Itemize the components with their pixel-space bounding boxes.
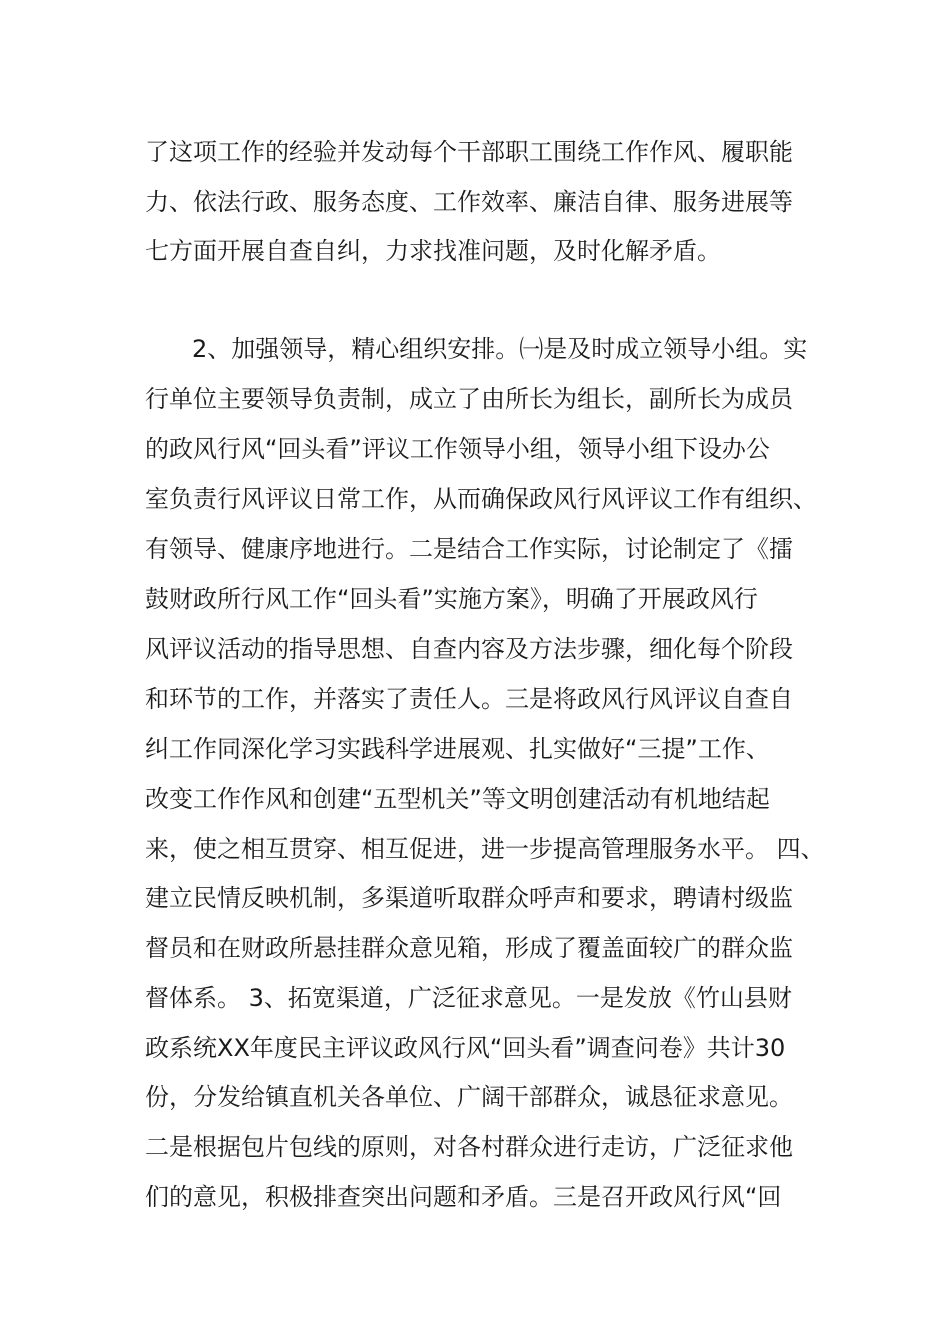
text-line: 们的意见，积极排查突出问题和矛盾。三是召开政风行风“回: [145, 1183, 782, 1211]
text-line: 政系统XX年度民主评议政风行风“回头看”调查问卷》共计30: [145, 1034, 786, 1062]
text-line: 风评议活动的指导思想、自查内容及方法步骤，细化每个阶段: [145, 635, 793, 663]
text-line: 鼓财政所行风工作“回头看”实施方案》，明确了开展政风行: [145, 585, 758, 613]
text-line: 有领导、健康序地进行。二是结合工作实际，讨论制定了《擂: [145, 535, 793, 563]
text-line: 督体系。 3、拓宽渠道，广泛征求意见。一是发放《竹山县财: [145, 984, 792, 1012]
text-line: 了这项工作的经验并发动每个干部职工围绕工作作风、履职能: [145, 138, 793, 166]
text-line: 的政风行风“回头看”评议工作领导小组，领导小组下设办公: [145, 435, 770, 463]
text-line: 2、加强领导，精心组织安排。㈠是及时成立领导小组。实: [192, 335, 808, 363]
text-line: 和环节的工作，并落实了责任人。三是将政风行风评议自查自: [145, 685, 793, 713]
text-line: 建立民情反映机制，多渠道听取群众呼声和要求，聘请村级监: [145, 884, 793, 912]
text-line: 行单位主要领导负责制，成立了由所长为组长，副所长为成员: [145, 385, 793, 413]
text-line: 二是根据包片包线的原则，对各村群众进行走访，广泛征求他: [145, 1133, 793, 1161]
text-line: 七方面开展自查自纠，力求找准问题，及时化解矛盾。: [145, 237, 721, 265]
text-line: 室负责行风评议日常工作，从而确保政风行风评议工作有组织、: [145, 485, 817, 513]
text-line: 来，使之相互贯穿、相互促进，进一步提高管理服务水平。 四、: [145, 835, 825, 863]
text-line: 改变工作作风和创建“五型机关”等文明创建活动有机地结起: [145, 785, 770, 813]
text-line: 力、依法行政、服务态度、工作效率、廉洁自律、服务进展等: [145, 188, 793, 216]
text-line: 纠工作同深化学习实践科学进展观、扎实做好“三提”工作、: [145, 735, 770, 763]
text-line: 份，分发给镇直机关各单位、广阔干部群众，诚恳征求意见。: [145, 1083, 793, 1111]
text-line: 督员和在财政所悬挂群众意见箱，形成了覆盖面较广的群众监: [145, 934, 793, 962]
